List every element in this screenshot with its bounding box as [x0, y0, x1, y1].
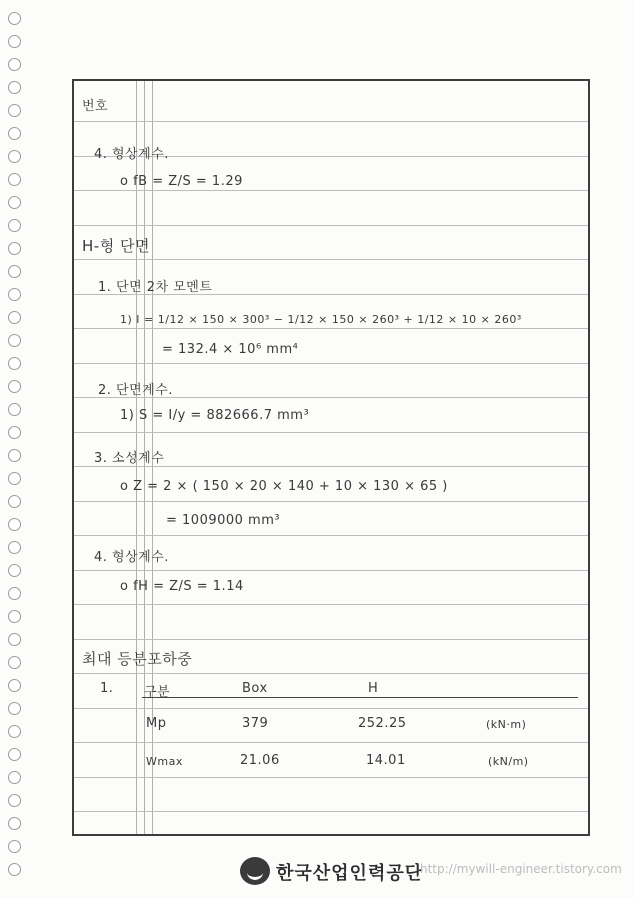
binder-hole: [8, 541, 21, 554]
ruled-line: [74, 328, 588, 329]
max-load-title: 최대 등분포하중: [82, 650, 193, 668]
binder-hole: [8, 426, 21, 439]
binder-hole: [8, 288, 21, 301]
binder-hole: [8, 311, 21, 324]
binder-hole: [8, 794, 21, 807]
max-load-item-number: 1.: [100, 681, 114, 696]
h-plastic-modulus-formula: o Z = 2 × ( 150 × 20 × 140 + 10 × 130 × 65 ): [120, 479, 448, 494]
table-header-line: [142, 697, 578, 698]
binder-hole: [8, 12, 21, 25]
table-cell: 379: [242, 716, 269, 731]
binder-hole: [8, 771, 21, 784]
binder-hole: [8, 518, 21, 531]
binder-hole: [8, 679, 21, 692]
ruled-line: [74, 811, 588, 812]
binder-hole: [8, 265, 21, 278]
binder-hole: [8, 863, 21, 876]
binder-hole: [8, 564, 21, 577]
binder-hole: [8, 656, 21, 669]
h-shape-factor-formula: o fH = Z/S = 1.14: [120, 579, 244, 594]
ruled-line: [74, 742, 588, 743]
ruled-line: [74, 259, 588, 260]
binder-hole: [8, 219, 21, 232]
organization-name: 한국산업인력공단: [276, 863, 424, 884]
ruled-line: [74, 777, 588, 778]
lined-sheet: [72, 79, 590, 836]
h-section-modulus-formula: 1) S = I/y = 882666.7 mm³: [120, 408, 310, 423]
ruled-line: [74, 121, 588, 122]
h-inertia-formula: 1) I = 1/12 × 150 × 300³ − 1/12 × 150 × 260³ + 1/12 × 10 × 260³: [120, 313, 522, 326]
binder-hole: [8, 495, 21, 508]
binder-hole: [8, 610, 21, 623]
binder-hole: [8, 242, 21, 255]
binder-hole: [8, 380, 21, 393]
binder-hole: [8, 35, 21, 48]
ruled-line: [74, 363, 588, 364]
h-plastic-modulus-title: 3. 소성계수: [94, 451, 165, 466]
table-cell: (kN·m): [486, 718, 527, 731]
ruled-line: [74, 535, 588, 536]
h-inertia-title: 1. 단면 2차 모멘트: [98, 280, 213, 295]
binder-hole: [8, 748, 21, 761]
binder-hole: [8, 58, 21, 71]
ruled-line: [74, 190, 588, 191]
binder-hole: [8, 725, 21, 738]
h-plastic-modulus-result: = 1009000 mm³: [166, 513, 281, 528]
binder-hole: [8, 449, 21, 462]
ruled-line: [74, 639, 588, 640]
ruled-line: [74, 432, 588, 433]
binder-hole: [8, 81, 21, 94]
box-shape-factor-title: 4. 형상계수.: [94, 147, 169, 162]
h-section-modulus-title: 2. 단면계수.: [98, 383, 173, 398]
h-inertia-result: = 132.4 × 10⁶ mm⁴: [162, 342, 299, 357]
binder-hole: [8, 173, 21, 186]
ruled-line: [74, 604, 588, 605]
binder-hole: [8, 196, 21, 209]
table-cell: 21.06: [240, 753, 280, 768]
hrdk-logo: [240, 857, 270, 885]
table-header-cell: H: [368, 681, 379, 696]
binder-hole: [8, 587, 21, 600]
ruled-line: [74, 570, 588, 571]
watermark-url: http://mywill-engineer.tistory.com: [420, 862, 622, 876]
ruled-line: [74, 225, 588, 226]
table-cell: 252.25: [358, 716, 407, 731]
h-shape-factor-title: 4. 형상계수.: [94, 550, 169, 565]
ruled-line: [74, 708, 588, 709]
binder-hole: [8, 104, 21, 117]
binder-hole: [8, 334, 21, 347]
binder-hole: [8, 633, 21, 646]
h-section-title: H-형 단면: [82, 237, 150, 255]
table-cell: 14.01: [366, 753, 406, 768]
table-header-cell: 구분: [144, 685, 171, 700]
binder-hole: [8, 150, 21, 163]
box-shape-factor-formula: o fB = Z/S = 1.29: [120, 174, 243, 189]
ruled-line: [74, 466, 588, 467]
table-cell: Wmax: [146, 755, 183, 768]
binder-hole: [8, 817, 21, 830]
binder-hole: [8, 127, 21, 140]
binder-hole: [8, 702, 21, 715]
ruled-line: [74, 673, 588, 674]
table-cell: Mp: [146, 716, 167, 731]
table-cell: (kN/m): [488, 755, 529, 768]
binder-hole: [8, 472, 21, 485]
number-field-label: 번호: [82, 99, 109, 114]
table-header-cell: Box: [242, 681, 268, 696]
binder-holes: [8, 12, 24, 882]
binder-hole: [8, 840, 21, 853]
ruled-line: [74, 501, 588, 502]
binder-hole: [8, 357, 21, 370]
binder-hole: [8, 403, 21, 416]
